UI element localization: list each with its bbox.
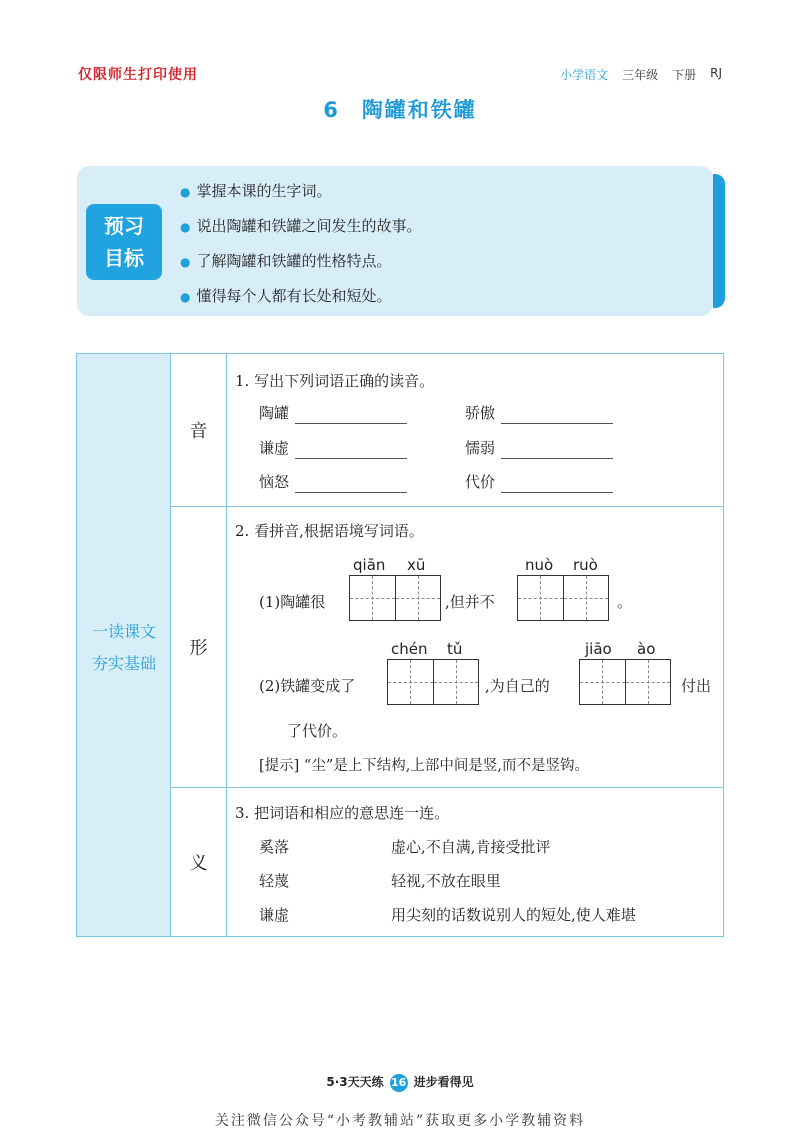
bullet-icon: ●	[180, 220, 191, 234]
writing-grid[interactable]	[517, 575, 609, 621]
question-3: 3. 把词语和相应的意思连一连。	[235, 804, 450, 822]
match-word[interactable]: 奚落	[259, 838, 290, 856]
sentence-1-prefix: (1)陶罐很	[259, 593, 326, 611]
writing-grid[interactable]	[349, 575, 441, 621]
volume-label: 下册	[672, 68, 697, 82]
goal-item: ● 说出陶罐和铁罐之间发生的故事。	[180, 217, 422, 235]
pinyin: xū	[407, 556, 426, 574]
match-definition[interactable]: 轻视,不放在眼里	[391, 872, 501, 890]
word-item: 陶罐	[259, 404, 290, 422]
section-sidebar	[77, 354, 171, 936]
subject-label: 小学语文	[560, 68, 609, 82]
bullet-icon: ●	[180, 255, 191, 269]
pinyin: tǔ	[447, 640, 463, 658]
exercise-table	[76, 353, 724, 937]
word-item: 骄傲	[465, 404, 496, 422]
question-2: 2. 看拼音,根据语境写词语。	[235, 522, 424, 540]
sentence-2-continued: 了代价。	[287, 722, 348, 740]
word-item: 恼怒	[259, 473, 290, 491]
answer-blank[interactable]	[501, 492, 613, 493]
pinyin: qiān	[353, 556, 386, 574]
print-notice: 仅限师生打印使用	[78, 67, 198, 83]
sentence-2-end: 付出	[681, 677, 712, 695]
lesson-title	[0, 94, 800, 124]
answer-blank[interactable]	[501, 423, 613, 424]
pinyin: nuò	[525, 556, 554, 574]
row-label-form: 形	[171, 507, 227, 787]
sentence-1-end: 。	[617, 593, 633, 611]
question-1: 1. 写出下列词语正确的读音。	[235, 372, 435, 390]
answer-blank[interactable]	[501, 458, 613, 459]
word-item: 代价	[465, 473, 496, 491]
pinyin: ruò	[573, 556, 598, 574]
book-info	[560, 66, 722, 83]
bullet-icon: ●	[180, 290, 191, 304]
page-number: 16	[390, 1074, 408, 1092]
match-definition[interactable]: 用尖刻的话数说别人的短处,使人难堪	[391, 906, 636, 924]
answer-blank[interactable]	[295, 423, 407, 424]
goal-list	[180, 177, 422, 317]
answer-blank[interactable]	[295, 458, 407, 459]
goal-item: ● 掌握本课的生字词。	[180, 182, 332, 200]
pinyin: ào	[637, 640, 656, 658]
goal-item: ● 懂得每个人都有长处和短处。	[180, 287, 392, 305]
bullet-icon: ●	[180, 185, 191, 199]
sentence-2-middle: ,为自己的	[485, 677, 550, 695]
page-footer	[0, 1073, 800, 1092]
lesson-name: 陶罐和铁罐	[361, 98, 477, 122]
slogan-label: 进步看得见	[413, 1075, 474, 1089]
row-label-sound: 音	[171, 354, 227, 506]
word-item: 谦虚	[259, 439, 290, 457]
brand-label: 5·3天天练	[326, 1075, 384, 1089]
grade-label: 三年级	[622, 68, 659, 82]
promo-text: 关注微信公众号“小考教辅站”获取更多小学教辅资料	[214, 1113, 586, 1129]
answer-blank[interactable]	[295, 492, 407, 493]
goal-item: ● 了解陶罐和铁罐的性格特点。	[180, 252, 392, 270]
match-word[interactable]: 轻蔑	[259, 872, 290, 890]
match-word[interactable]: 谦虚	[259, 906, 290, 924]
sentence-2-prefix: (2)铁罐变成了	[259, 677, 356, 695]
row-divider	[171, 506, 723, 507]
lesson-number: 6	[323, 98, 340, 122]
section-title: 一读课文 夯实基础	[91, 622, 156, 673]
hint-text: [提示] “尘”是上下结构,上部中间是竖,而不是竖钩。	[259, 758, 589, 774]
writing-grid[interactable]	[387, 659, 479, 705]
row-divider	[171, 787, 723, 788]
word-item: 懦弱	[465, 439, 496, 457]
row-label-meaning: 义	[171, 788, 227, 936]
goals-panel-tab	[713, 174, 725, 308]
preview-goals-label: 预习 目标	[86, 204, 162, 280]
pinyin: chén	[391, 640, 428, 658]
writing-grid[interactable]	[579, 659, 671, 705]
match-definition[interactable]: 虚心,不自满,肯接受批评	[391, 838, 551, 856]
edition-label: RJ	[710, 66, 722, 80]
sentence-1-middle: ,但并不	[445, 593, 495, 611]
pinyin: jiāo	[585, 640, 612, 658]
